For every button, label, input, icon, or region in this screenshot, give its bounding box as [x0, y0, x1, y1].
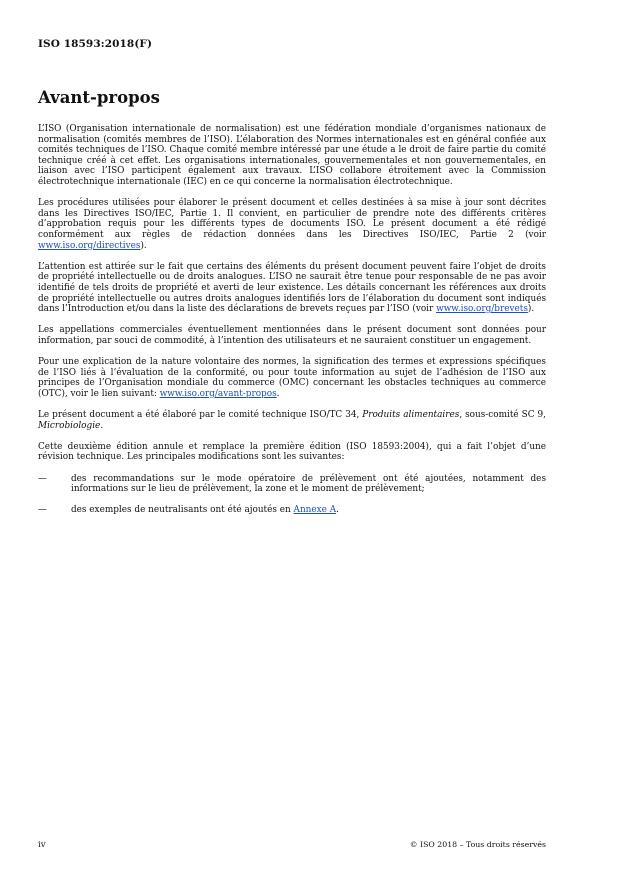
link-avant-propos[interactable]: www.iso.org/avant-propos: [159, 388, 277, 399]
paragraph-text: L’ISO (Organisation internationale de normalisation) est une fédération mondiale d’organismes nationaux de normalisation (comités membres de l’ISO). L’élaboration des Normes internationales est en général confiée aux comités techniques de l’ISO. Chaque comité membre intéressé par une étude a le droit de faire partie du comité technique créé à cet effet. Les organisations internationales, gouvernementales et non gouvernementales, en liaison avec l’ISO participent également aux travaux. L’ISO collabore étroitement avec la Commission électrotechnique internationale (IEC) en ce qui concerne la normalisation électrotechnique.: [38, 124, 546, 187]
paragraph-text: Pour une explication de la nature volontaire des normes, la signification des termes et expressions spécifiques de l’ISO liés à l’évaluation de la conformité, ou pour toute information au sujet de l’adhésion de l’ISO aux principes de l’Organisation mondiale du commerce (OMC) concernant les obstacles techniques au commerce (OTC), voir le lien suivant:: [38, 357, 546, 399]
paragraph-text: Cette deuxième édition annule et remplace la première édition (ISO 18593:2004), qui a fait l’objet d’une révision technique. Les principales modifications sont les suivantes:: [38, 441, 546, 463]
paragraph-text-mid: , sous-comité SC 9,: [459, 410, 546, 421]
subcommittee-name: Microbiologie: [38, 420, 101, 431]
list-item: [38, 474, 546, 495]
list-dash: —: [38, 505, 47, 516]
paragraph-text-end: .: [276, 388, 280, 399]
link-directives[interactable]: www.iso.org/directives: [38, 240, 141, 251]
copyright-notice: © ISO 2018 – Tous droits réservés: [409, 840, 546, 849]
paragraph-iso-intro: [38, 124, 546, 188]
list-item: [38, 505, 546, 516]
paragraph-text-end: .: [100, 420, 104, 431]
paragraph-edition: [38, 442, 546, 463]
list-dash: —: [38, 473, 47, 484]
paragraph-text: L’attention est attirée sur le fait que certains des éléments du présent document peuvent faire l’objet de droits de propriété intellectuelle ou de droits analogues. L’ISO ne saurait être tenue pour responsable de ne pas avoir identifié de tels droits de propriété et averti de leur existence. Les détails concernant les références aux droits de propriété intellectuelle ou autres droits analogues identifiés lors de l’élaboration du document sont indiqués dans l’Introduction et/ou dans la liste des déclarations de brevets reçues par l’ISO (voir: [38, 261, 546, 315]
paragraph-committee: [38, 410, 546, 431]
list-item-text: des exemples de neutralisants ont été ajoutés en: [71, 505, 294, 516]
paragraph-text: Les procédures utilisées pour élaborer le présent document et celles destinées à sa mise à jour sont décrites dans les Directives ISO/IEC, Partie 1. Il convient, en particulier de prendre note des différents critères d’approbation requis pour les différents types de documents ISO. Le présent document a été rédigé conformément aux règles de rédaction données dans les Directives ISO/IEC, Partie 2 (voir: [38, 198, 546, 240]
document-id: ISO 18593:2018(F): [38, 38, 153, 50]
paragraph-patents: [38, 262, 546, 315]
modifications-list: [38, 474, 546, 516]
link-annexe-a[interactable]: Annexe A: [293, 505, 337, 516]
paragraph-text: Les appellations commerciales éventuellement mentionnées dans le présent document sont données pour information, par souci de commodité, à l’intention des utilisateurs et ne sauraient constituer un engagement.: [38, 325, 546, 346]
document-body: [38, 124, 546, 527]
paragraph-text: Le présent document a été élaboré par le comité technique ISO/TC 34,: [38, 410, 363, 421]
paragraph-trade-names: [38, 325, 546, 346]
paragraph-voluntary-nature: [38, 357, 546, 399]
paragraph-text-end: ).: [140, 240, 147, 251]
paragraph-procedures: [38, 198, 546, 251]
page-title: Avant-propos: [38, 88, 160, 107]
list-item-text-end: .: [336, 505, 339, 516]
list-item-text: des recommandations sur le mode opératoire de prélèvement ont été ajoutées, notamment des informations sur le lieu de prélèvement, la zone et le moment de prélèvement;: [71, 473, 546, 495]
link-brevets[interactable]: www.iso.org/brevets: [436, 304, 528, 315]
committee-name: Produits alimentaires: [362, 410, 460, 421]
page-number: iv: [38, 840, 46, 850]
paragraph-text-end: ).: [527, 304, 535, 315]
